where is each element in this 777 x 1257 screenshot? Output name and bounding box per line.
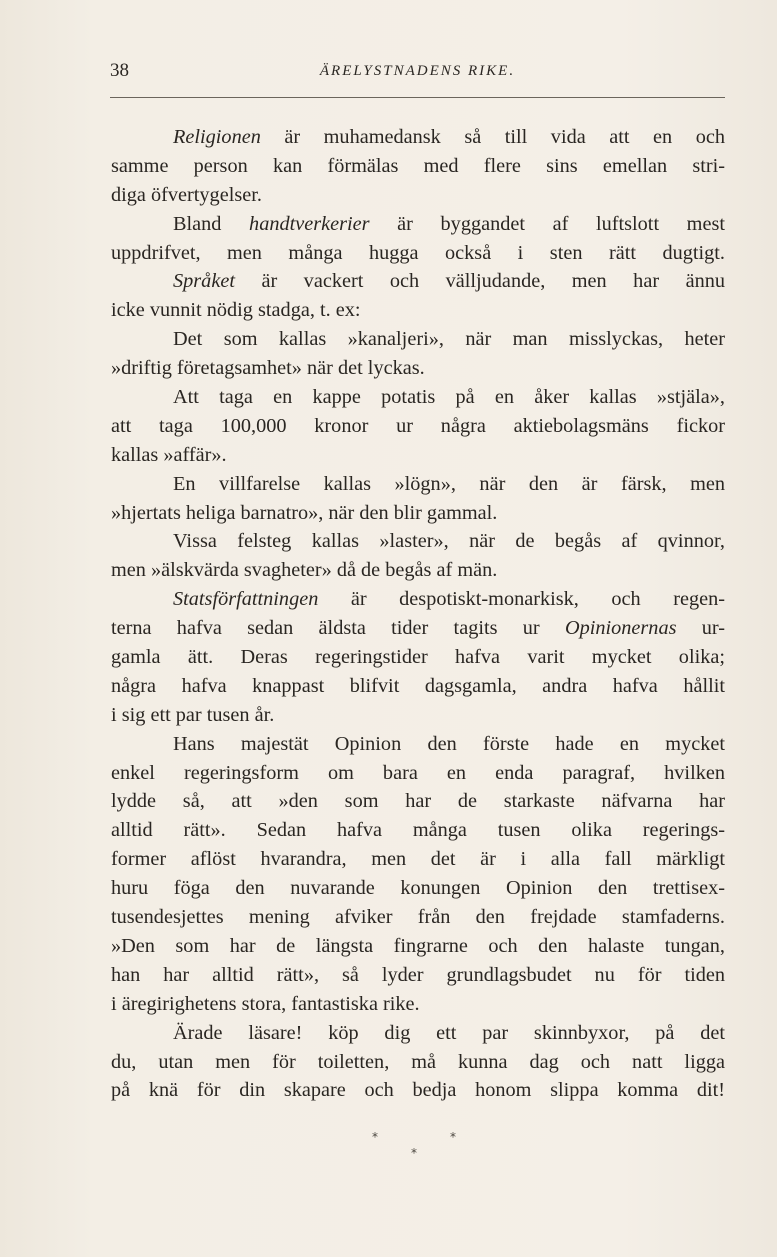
text-run: En villfarelse kallas »lögn», när den är färsk, men: [173, 472, 725, 495]
text-line: [111, 1048, 725, 1077]
text-line: [111, 267, 725, 296]
text-run: är muhamedansk så till vida att en och: [260, 126, 725, 148]
text-run: Vissa felsteg kallas »laster», när de begås af qvinnor,: [173, 530, 725, 553]
text-run: lydde så, att »den som har de starkaste näfvarna har: [111, 790, 725, 813]
page-number: 38: [110, 60, 129, 81]
text-line: [111, 816, 725, 845]
text-run: ur-: [676, 617, 725, 640]
text-run: enkel regeringsform om bara en enda paragraf, hvilken: [111, 761, 725, 784]
text-line: [111, 181, 725, 210]
text-run: men »älskvärda svagheter» då de begås af män.: [111, 559, 498, 582]
text-run: är byggandet af luftslott mest: [369, 212, 725, 235]
text-run: terna hafva sedan äldsta tider tagits ur: [111, 617, 565, 640]
text-line: [111, 383, 725, 412]
text-line: [111, 990, 725, 1019]
text-line: [111, 730, 725, 759]
text-run: att taga 100,000 kronor ur några aktiebolagsmäns fickor: [111, 414, 725, 437]
text-line: [111, 239, 725, 268]
text-line: [111, 787, 725, 816]
text-line: [111, 643, 725, 672]
italic-term: Opinionernas: [564, 617, 677, 640]
text-run: gamla ätt. Deras regeringstider hafva varit mycket olika;: [111, 646, 725, 669]
text-line: [111, 903, 725, 932]
text-line: [111, 961, 725, 990]
text-line: [111, 441, 725, 470]
italic-term: handtverkerier: [249, 212, 370, 235]
text-run: diga öfvertygelser.: [111, 183, 262, 206]
text-run: former aflöst hvarandra, men det är i alla fall märkligt: [111, 848, 725, 871]
text-run: några hafva knappast blifvit dagsgamla, andra hafva hållit: [111, 674, 725, 697]
text-line: [111, 296, 725, 325]
text-line: [111, 152, 725, 181]
text-run: »driftig företagsamhet» när det lyckas.: [111, 357, 425, 380]
text-run: uppdrifvet, men många hugga också i sten rätt dugtigt.: [111, 241, 725, 264]
text-run: du, utan men för toiletten, må kunna dag och natt ligga: [111, 1050, 725, 1073]
text-run: Det som kallas »kanaljeri», när man misslyckas, heter: [173, 328, 725, 351]
text-line: [111, 527, 725, 556]
text-run: tusendesjettes mening afviker från den frejdade stamfaderns.: [111, 906, 725, 929]
text-line: [111, 1019, 725, 1048]
text-run: huru föga den nuvarande konungen Opinion den trettisex-: [111, 877, 725, 900]
text-run: »Den som har de längsta fingrarne och den halaste tungan,: [111, 934, 725, 957]
header-rule: [110, 97, 725, 98]
text-line: [111, 672, 725, 701]
text-run: Ärade läsare! köp dig ett par skinnbyxor, på det: [173, 1021, 725, 1044]
text-run: han har alltid rätt», så lyder grundlagsbudet nu för tiden: [111, 963, 725, 986]
text-run: i äregirighetens stora, fantastiska rike.: [111, 992, 420, 1015]
running-title: ÄRELYSTNADENS RIKE.: [319, 63, 516, 79]
text-line: [111, 325, 725, 354]
text-run: icke vunnit nödig stadga, t. ex:: [111, 299, 361, 322]
text-line: [111, 412, 725, 441]
italic-term: Statsförfattningen: [173, 588, 319, 611]
text-line: [111, 470, 725, 499]
text-line: [111, 585, 725, 614]
text-run: »hjertats heliga barnatro», när den blir gammal.: [111, 501, 498, 524]
text-line: [111, 614, 725, 643]
text-run: på knä för din skapare och bedja honom slippa komma dit!: [111, 1079, 725, 1102]
text-run: är vackert och välljudande, men har ännu: [234, 270, 725, 293]
text-line: [111, 701, 725, 730]
italic-term: Religionen: [173, 126, 261, 148]
text-line: [111, 874, 725, 903]
italic-term: Språket: [173, 270, 235, 293]
text-run: i sig ett par tusen år.: [111, 703, 275, 726]
text-line: [111, 354, 725, 383]
text-line: [111, 932, 725, 961]
text-line: [111, 556, 725, 585]
asterisk-ornament: *: [450, 1130, 456, 1144]
body-text: [111, 123, 725, 1105]
page-header: [110, 60, 725, 82]
asterisk-ornament: *: [372, 1130, 378, 1144]
asterisk-ornament: *: [411, 1146, 417, 1160]
section-break-asterism: [372, 1130, 462, 1160]
text-run: är despotiskt-monarkisk, och regen-: [318, 588, 725, 611]
text-run: samme person kan förmälas med flere sins emellan stri-: [111, 154, 725, 177]
text-line: [111, 759, 725, 788]
text-line: [111, 845, 725, 874]
text-run: alltid rätt». Sedan hafva många tusen olika regerings-: [111, 819, 725, 842]
text-run: Hans majestät Opinion den förste hade en mycket: [173, 732, 725, 755]
text-line: [111, 210, 725, 239]
text-line: [111, 1076, 725, 1105]
text-line: [111, 123, 725, 152]
text-run: Bland: [173, 212, 250, 235]
text-line: [111, 499, 725, 528]
text-run: kallas »affär».: [111, 443, 227, 466]
text-run: Att taga en kappe potatis på en åker kallas »stjäla»,: [173, 386, 725, 409]
